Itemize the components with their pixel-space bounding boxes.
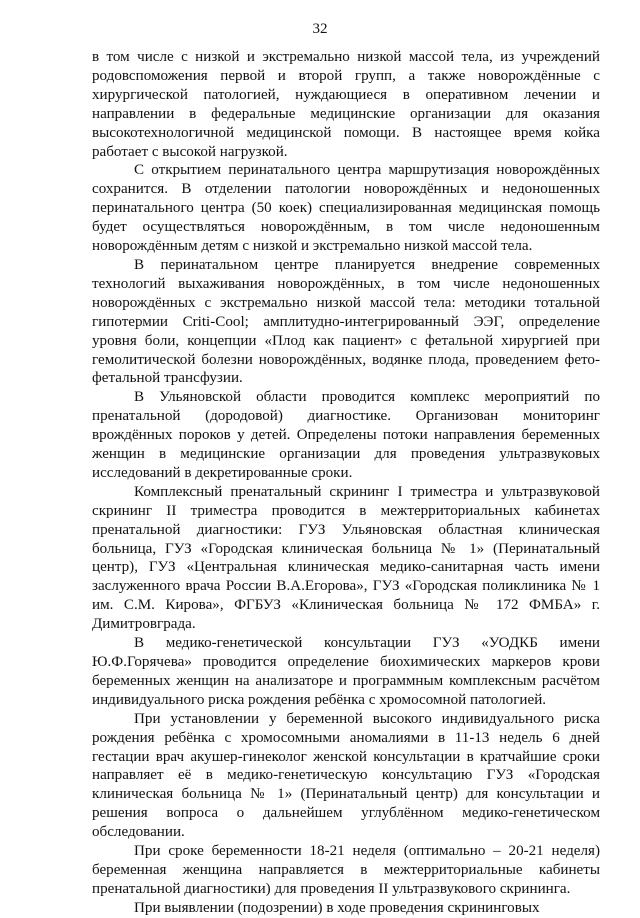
paragraph-continuation: в том числе с низкой и экстремально низкой массой тела, из учреждений родовспоможения первой и второй групп, а также новорождённые с хирургической патологией, нуждающиеся в оперативном лечении и направлении в федеральные медицинские организации для оказания высокотехнологичной медицинской помощи. В настоящее время койка работает с высокой нагрузкой. <box>92 49 600 160</box>
paragraph: С открытием перинатального центра маршрутизация новорождённых сохранится. В отделении патологии новорождённых и недоношенных перинатального центра (50 коек) специализированная медицинская помощь будет осуществляться новорождённым, в том числе недоношенным новорождённым детям с низкой и экстремально низкой массой тела. <box>92 162 600 255</box>
paragraph: В перинатальном центре планируется внедрение современных технологий выхаживания новорождённых, в том числе недоношенных новорождённых с экстремально низкой массой тела: методики тотальной гипотермии Criti-Cool; амплитудно-интегрированный ЭЭГ, определение уровня боли, концепции «Плод как пациент» с фетальной хирургией при гемолитической болезни новорождённых, водянке плода, проведением фето-фетальной трансфузии. <box>92 256 600 387</box>
page-number: 32 <box>312 21 328 37</box>
paragraph-truncated: При выявлении (подозрении) в ходе проведения скрининговых <box>134 899 540 916</box>
paragraph: В медико-генетической консультации ГУЗ «УОДКБ имени Ю.Ф.Горячева» проводится определение биохимических маркеров крови беременных женщин на анализаторе и программным комплексным расчётом индивидуального риска рождения ребёнка с хромосомной патологией. <box>92 635 600 708</box>
document-body <box>92 48 600 918</box>
paragraph: В Ульяновской области проводится комплекс мероприятий по пренатальной (дородовой) диагностике. Организован мониторинг врождённых пороков у детей. Определены потоки направления беременных женщин в медицинские организации для проведения ультразвуковых исследований в декретированные сроки. <box>92 389 600 481</box>
paragraph: При сроке беременности 18-21 неделя (оптимально – 20-21 неделя) беременная женщина направляется в межтерриториальные кабинеты пренатальной диагностики) для проведения II ультразвукового скрининга. <box>92 843 600 897</box>
paragraph: При установлении у беременной высокого индивидуального риска рождения ребёнка с хромосомными аномалиями в 11-13 недель 6 дней гестации врач акушер-гинеколог женской консультации в кратчайшие сроки направляет её в медико-генетическую консультацию ГУЗ «Городская клиническая больница № 1» (Перинатальный центр) для консультации и решения вопроса о дальнейшем углублённом медико-генетическом обследовании. <box>92 710 600 841</box>
paragraph: Комплексный пренатальный скрининг I триместра и ультразвуковой скрининг II триместра проводится в межтерриториальных кабинетах пренатальной диагностики: ГУЗ Ульяновская областная клиническая больница, ГУЗ «Городская клиническая больница № 1» (Перинатальный центр), ГУЗ «Центральная клиническая медико-санитарная часть имени заслуженного врача России В.А.Егорова», ГУЗ «Городская поликлиника № 1 им. С.М. Кирова», ФГБУЗ «Клиническая больница № 172 ФМБА» г. Димитровграда. <box>92 483 600 633</box>
